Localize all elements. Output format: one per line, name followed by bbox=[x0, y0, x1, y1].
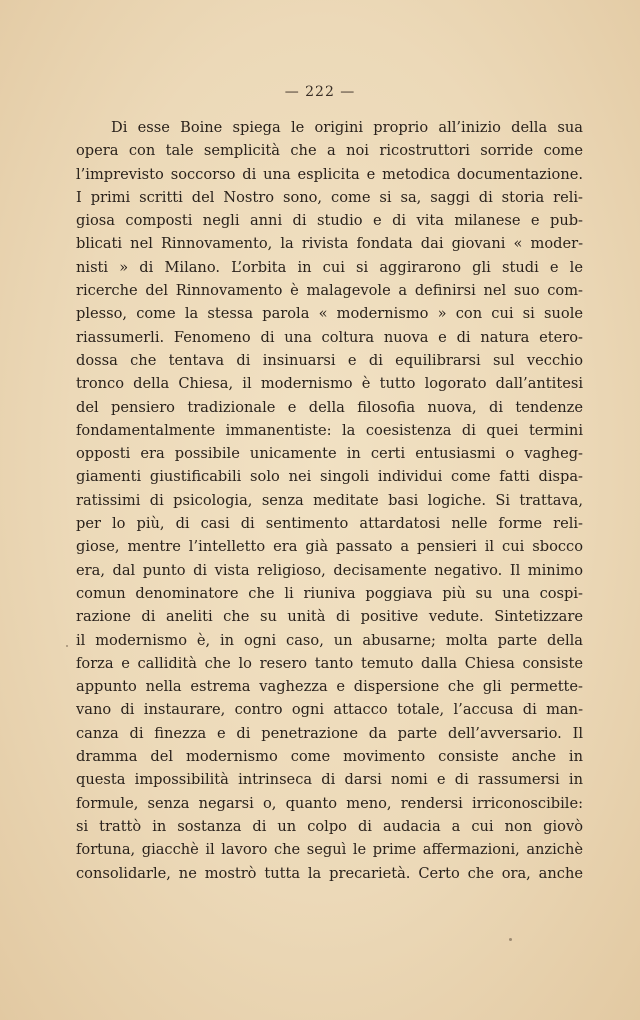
text-line: opera con tale semplicità che a noi ricostruttori sorride come bbox=[76, 142, 583, 160]
text-line: formule, senza negarsi o, quanto meno, rendersi irriconoscibile: bbox=[76, 794, 583, 812]
text-line: riassumerli. Fenomeno di una coltura nuova e di natura etero- bbox=[76, 328, 583, 346]
text-line: tronco della Chiesa, il modernismo è tutto logorato dall’antitesi bbox=[76, 375, 583, 393]
text-line: Di esse Boine spiega le origini proprio all’inizio della sua bbox=[111, 119, 583, 136]
text-line: l’imprevisto soccorso di una esplicita e metodica documentazione. bbox=[76, 165, 583, 183]
text-line: giose, mentre l’intelletto era già passato a pensieri il cui sbocco bbox=[76, 538, 583, 556]
text-line: fortuna, giacchè il lavoro che seguì le prime affermazioni, anzichè bbox=[76, 841, 583, 859]
text-line: questa impossibilità intrinseca di darsi nomi e di rassumersi in bbox=[76, 771, 583, 789]
text-line: il modernismo è, in ogni caso, un abusarne; molta parte della bbox=[76, 631, 583, 649]
text-line: dossa che tentava di insinuarsi e di equilibrarsi sul vecchio bbox=[76, 351, 583, 369]
text-line: consolidarle, ne mostrò tutta la precarietà. Certo che ora, anche bbox=[76, 864, 583, 882]
text-line: fondamentalmente immanentiste: la coesistenza di quei termini bbox=[76, 421, 583, 439]
text-line: I primi scritti del Nostro sono, come si sa, saggi di storia reli- bbox=[76, 188, 583, 206]
text-line: comun denominatore che li riuniva poggiava più su una cospi- bbox=[76, 584, 583, 602]
text-line: vano di instaurare, contro ogni attacco totale, l’accusa di man- bbox=[76, 701, 583, 719]
text-line: canza di finezza e di penetrazione da parte dell’avversario. Il bbox=[76, 724, 583, 742]
text-line: razione di aneliti che su unità di positive vedute. Sintetizzare bbox=[76, 608, 583, 626]
text-line: per lo più, di casi di sentimento attardatosi nelle forme reli- bbox=[76, 515, 583, 533]
text-line: giamenti giustificabili solo nei singoli individui come fatti dispa- bbox=[76, 468, 583, 486]
text-line: giosa composti negli anni di studio e di vita milanese e pub- bbox=[76, 212, 583, 230]
text-line: ricerche del Rinnovamento è malagevole a definirsi nel suo com- bbox=[76, 282, 583, 300]
text-line: ratissimi di psicologia, senza meditate basi logiche. Si trattava, bbox=[76, 491, 583, 509]
paper-speck bbox=[509, 938, 512, 941]
page-number: — 222 — bbox=[284, 84, 356, 100]
text-line: forza e callidità che lo resero tanto temuto dalla Chiesa consiste bbox=[76, 654, 583, 672]
body-text bbox=[76, 116, 583, 885]
text-line: plesso, come la stessa parola « modernismo » con cui si suole bbox=[76, 305, 583, 323]
text-line: dramma del modernismo come movimento consiste anche in bbox=[76, 748, 583, 766]
text-line: del pensiero tradizionale e della filosofia nuova, di tendenze bbox=[76, 398, 583, 416]
text-line: si trattò in sostanza di un colpo di audacia a cui non giovò bbox=[76, 817, 583, 835]
text-line: era, dal punto di vista religioso, decisamente negativo. Il minimo bbox=[76, 561, 583, 579]
text-line: opposti era possibile unicamente in certi entusiasmi o vagheg- bbox=[76, 445, 583, 463]
paper-speck bbox=[66, 645, 68, 647]
text-line: blicati nel Rinnovamento, la rivista fondata dai giovani « moder- bbox=[76, 235, 583, 253]
text-line: appunto nella estrema vaghezza e dispersione che gli permette- bbox=[76, 678, 583, 696]
text-line: nisti » di Milano. L’orbita in cui si aggirarono gli studi e le bbox=[76, 258, 583, 276]
